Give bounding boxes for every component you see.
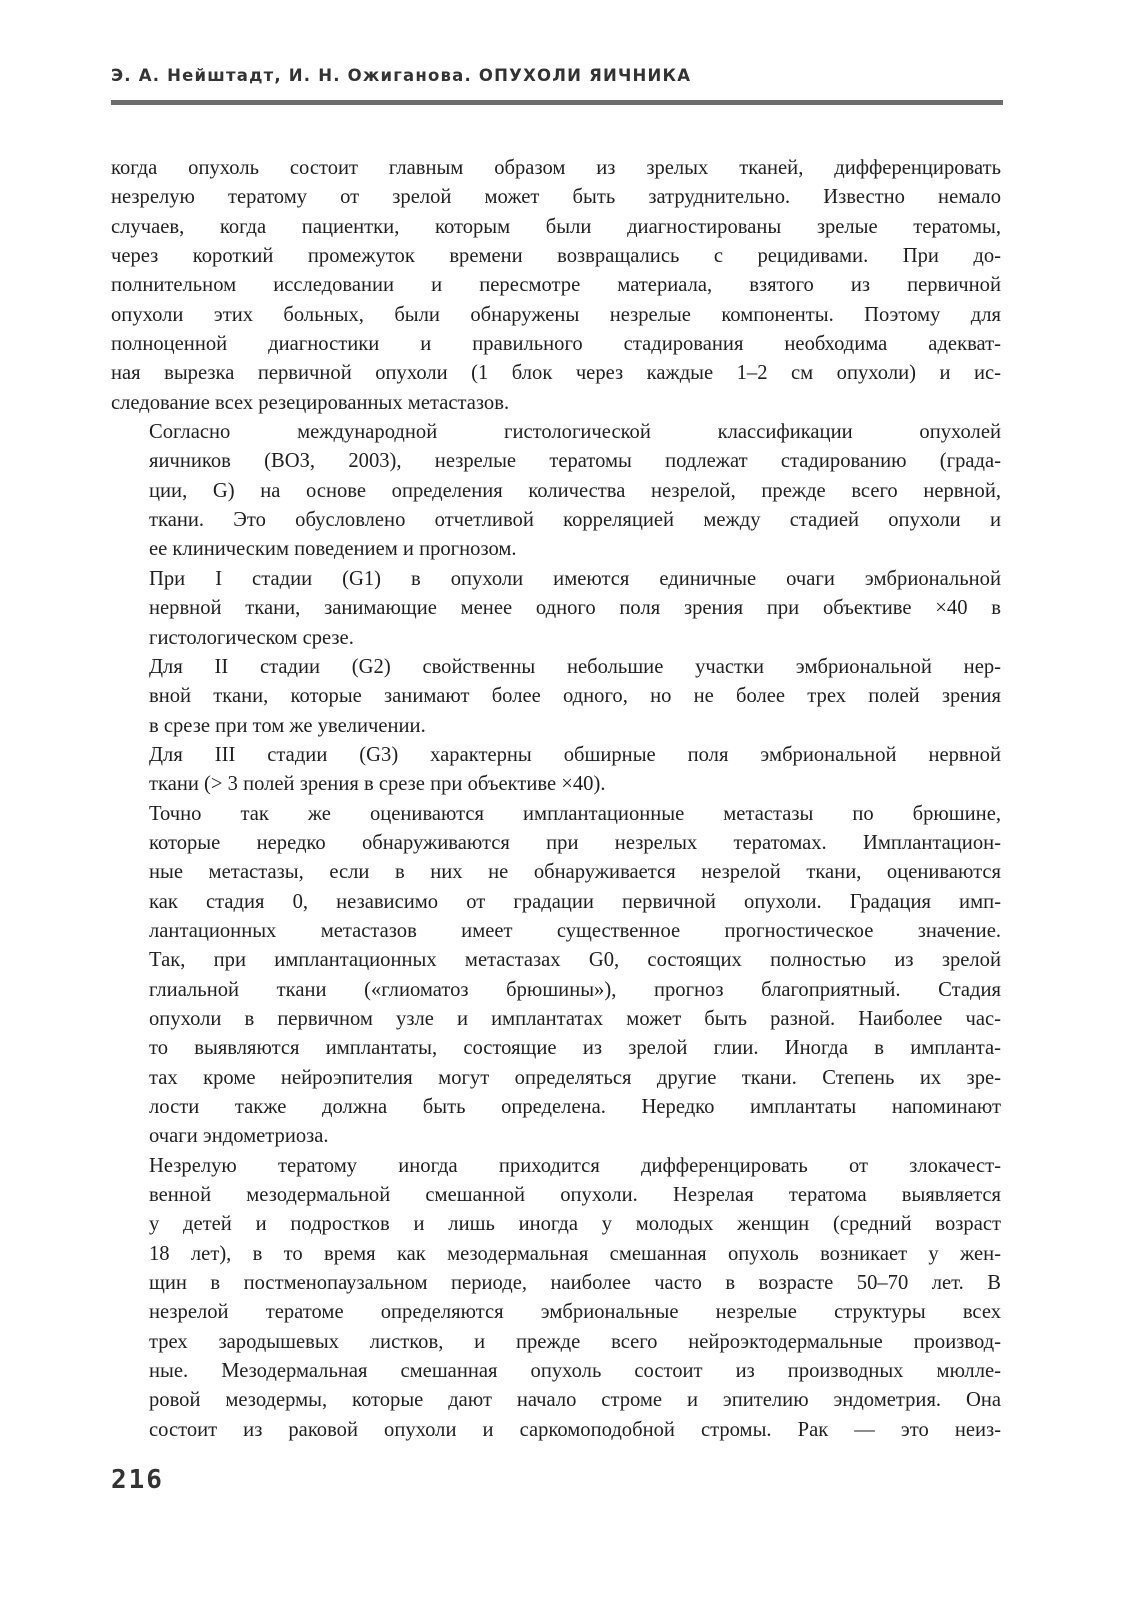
text-line: Согласно международной гистологической классификации опухолей (149, 421, 1001, 444)
text-line: ткани. Это обусловлено отчетливой корреляцией между стадией опухоли и (149, 509, 1001, 532)
text-line: лости также должна быть определена. Нередко имплантаты напоминают (149, 1096, 1001, 1118)
text-line: венной мезодермальной смешанной опухоли. Незрелая тератома выявляется (149, 1184, 1001, 1207)
text-line: Для II стадии (G2) свойственны небольшие участки эмбриональной нер- (149, 655, 1001, 678)
paragraph (111, 653, 1001, 741)
paragraph (111, 741, 1001, 800)
text-line: которые нередко обнаруживаются при незрелых тератомах. Имплантацион- (149, 831, 1001, 854)
text-line: незрелую тератому от зрелой может быть затруднительно. Известно немало (111, 186, 1001, 209)
text-line: случаев, когда пациентки, которым были диагностированы зрелые тератомы, (111, 215, 1001, 238)
text-line: ции, G) на основе определения количества незрелой, прежде всего нервной, (149, 479, 1001, 502)
text-line: следование всех резецированных метастазов. (111, 391, 510, 414)
paragraph (111, 800, 1001, 1152)
text-line: незрелой тератоме определяются эмбриональные незрелые структуры всех (149, 1301, 1001, 1324)
text-line: Точно так же оцениваются имплантационные метастазы по брюшине, (149, 802, 1001, 825)
text-line: полноценной диагностики и правильного стадирования необходима адекват- (111, 333, 1001, 356)
text-line: у детей и подростков и лишь иногда у молодых женщин (средний возраст (149, 1213, 1001, 1236)
text-line: через короткий промежуток времени возвращались с рецидивами. При до- (111, 245, 1001, 268)
text-line: полнительном исследовании и пересмотре материала, взятого из первичной (111, 274, 1001, 297)
text-line: 18 лет), в то время как мезодермальная смешанная опухоль возникает у жен- (149, 1242, 1001, 1265)
text-line: Для III стадии (G3) характерны обширные поля эмбриональной нервной (149, 743, 1001, 766)
paragraph (111, 418, 1001, 565)
text-line: трех зародышевых листков, и прежде всего нейроэктодермальные производ- (149, 1330, 1001, 1353)
text-line: ткани (> 3 полей зрения в срезе при объективе ×40). (149, 773, 606, 796)
text-line: опухоли этих больных, были обнаружены незрелые компоненты. Поэтому для (111, 303, 1001, 326)
text-line: ная вырезка первичной опухоли (1 блок через каждые 1–2 см опухоли) и ис- (111, 362, 1001, 385)
text-line: когда опухоль состоит главным образом из зрелых тканей, дифференцировать (111, 157, 1001, 179)
text-line: При I стадии (G1) в опухоли имеются единичные очаги эмбриональной (149, 567, 1001, 590)
paragraph (111, 1152, 1001, 1445)
page-number: 216 (111, 1465, 164, 1495)
text-line: состоит из раковой опухоли и саркомоподобной стромы. Рак — это неиз- (149, 1418, 1001, 1441)
text-line: то выявляются имплантаты, состоящие из зрелой глии. Иногда в импланта- (149, 1037, 1001, 1060)
paragraph (111, 154, 1001, 418)
text-line: лантационных метастазов имеет существенное прогностическое значение. (149, 919, 1001, 942)
text-line: очаги эндометриоза. (149, 1125, 329, 1148)
text-line: глиальной ткани («глиоматоз брюшины»), прогноз благоприятный. Стадия (149, 978, 1001, 1001)
text-line: нервной ткани, занимающие менее одного поля зрения при объективе ×40 в (149, 597, 1001, 620)
paragraph (111, 565, 1001, 653)
text-line: тах кроме нейроэпителия могут определяться другие ткани. Степень их зре- (149, 1066, 1001, 1089)
text-line: ные. Мезодермальная смешанная опухоль состоит из производных мюлле- (149, 1360, 1001, 1383)
text-line: Незрелую тератому иногда приходится дифференцировать от злокачест- (149, 1154, 1001, 1177)
body-text (111, 154, 1001, 1445)
text-line: вной ткани, которые занимают более одного, но не более трех полей зрения (149, 685, 1001, 708)
header-rule (111, 100, 1003, 105)
text-line: опухоли в первичном узле и имплантатах может быть разной. Наиболее час- (149, 1007, 1001, 1030)
text-line: гистологическом срезе. (149, 626, 354, 649)
text-line: как стадия 0, независимо от градации первичной опухоли. Градация имп- (149, 890, 1001, 913)
text-line: в срезе при том же увеличении. (149, 714, 426, 737)
text-line: ровой мезодермы, которые дают начало строме и эпителию эндометрия. Она (149, 1389, 1001, 1412)
running-head: Э. А. Нейштадт, И. Н. Ожиганова. ОПУХОЛИ ЯИЧНИКА (111, 66, 692, 85)
text-line: щин в постменопаузальном периоде, наиболее часто в возрасте 50–70 лет. В (149, 1272, 1001, 1295)
text-line: ее клиническим поведением и прогнозом. (149, 538, 517, 561)
text-line: Так, при имплантационных метастазах G0, состоящих полностью из зрелой (149, 949, 1001, 972)
text-line: яичников (ВОЗ, 2003), незрелые тератомы подлежат стадированию (града- (149, 450, 1001, 473)
text-line: ные метастазы, если в них не обнаруживается незрелой ткани, оцениваются (149, 861, 1001, 884)
